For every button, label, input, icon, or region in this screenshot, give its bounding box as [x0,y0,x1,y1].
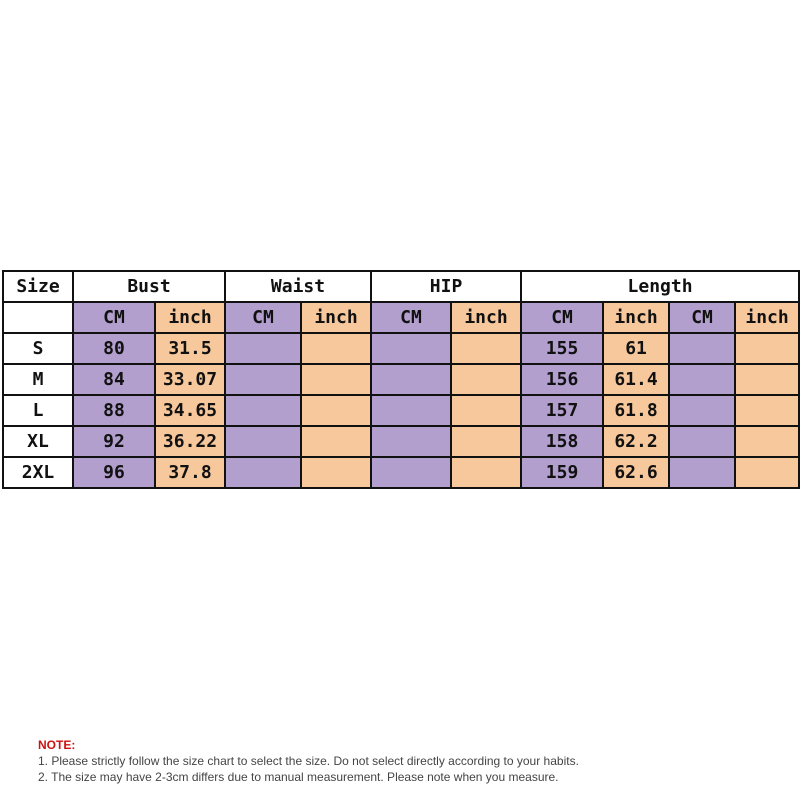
size-label: XL [3,426,73,457]
extra-inch-cell [735,395,799,426]
length-inch-cell: 61.8 [603,395,669,426]
length-inch-cell: 62.6 [603,457,669,488]
hip-inch-cell [451,426,521,457]
length-cm-cell: 157 [521,395,603,426]
hip-cm-cell [371,333,451,364]
extra-inch-cell [735,333,799,364]
waist-cm-cell [225,364,301,395]
header-row [3,271,799,302]
table-row [3,426,799,457]
bust-cm-cell: 88 [73,395,155,426]
length-inch-cell: 62.2 [603,426,669,457]
bust-inch-cell: 33.07 [155,364,225,395]
extra-inch-cell [735,426,799,457]
length-cm-cell: 156 [521,364,603,395]
hip-cm-cell [371,395,451,426]
hip-cm-cell [371,364,451,395]
unit-extra-inch: inch [735,302,799,333]
length-cm-cell: 155 [521,333,603,364]
header-hip: HIP [371,271,521,302]
waist-inch-cell [301,364,371,395]
bust-inch-cell: 34.65 [155,395,225,426]
bust-inch-cell: 37.8 [155,457,225,488]
table-row [3,395,799,426]
table-row [3,457,799,488]
size-label: S [3,333,73,364]
length-cm-cell: 158 [521,426,603,457]
extra-inch-cell [735,457,799,488]
length-inch-cell: 61.4 [603,364,669,395]
unit-hip-inch: inch [451,302,521,333]
waist-cm-cell [225,395,301,426]
waist-inch-cell [301,395,371,426]
unit-waist-cm: CM [225,302,301,333]
unit-length-cm: CM [521,302,603,333]
bust-cm-cell: 96 [73,457,155,488]
waist-cm-cell [225,457,301,488]
bust-cm-cell: 80 [73,333,155,364]
note-line-1: 1. Please strictly follow the size chart to select the size. Do not select directly according to your habits. [38,754,579,768]
unit-bust-inch: inch [155,302,225,333]
extra-cm-cell [669,364,735,395]
size-note [38,737,579,785]
extra-cm-cell [669,457,735,488]
hip-inch-cell [451,333,521,364]
size-chart-table [2,270,800,489]
size-label: L [3,395,73,426]
size-label: M [3,364,73,395]
hip-cm-cell [371,457,451,488]
note-title: NOTE: [38,738,76,752]
hip-inch-cell [451,395,521,426]
unit-length-inch: inch [603,302,669,333]
waist-inch-cell [301,426,371,457]
unit-blank-cell [3,302,73,333]
bust-cm-cell: 92 [73,426,155,457]
unit-hip-cm: CM [371,302,451,333]
bust-inch-cell: 31.5 [155,333,225,364]
table-row [3,364,799,395]
table-row [3,333,799,364]
unit-row [3,302,799,333]
header-length: Length [521,271,799,302]
size-label: 2XL [3,457,73,488]
hip-inch-cell [451,364,521,395]
waist-inch-cell [301,333,371,364]
extra-cm-cell [669,395,735,426]
bust-cm-cell: 84 [73,364,155,395]
waist-cm-cell [225,426,301,457]
bust-inch-cell: 36.22 [155,426,225,457]
waist-inch-cell [301,457,371,488]
header-waist: Waist [225,271,371,302]
note-line-2: 2. The size may have 2-3cm differs due to manual measurement. Please note when you measure. [38,770,559,784]
hip-inch-cell [451,457,521,488]
unit-bust-cm: CM [73,302,155,333]
unit-extra-cm: CM [669,302,735,333]
header-size: Size [3,271,73,302]
waist-cm-cell [225,333,301,364]
unit-waist-inch: inch [301,302,371,333]
extra-cm-cell [669,333,735,364]
extra-cm-cell [669,426,735,457]
hip-cm-cell [371,426,451,457]
extra-inch-cell [735,364,799,395]
length-cm-cell: 159 [521,457,603,488]
length-inch-cell: 61 [603,333,669,364]
header-bust: Bust [73,271,225,302]
